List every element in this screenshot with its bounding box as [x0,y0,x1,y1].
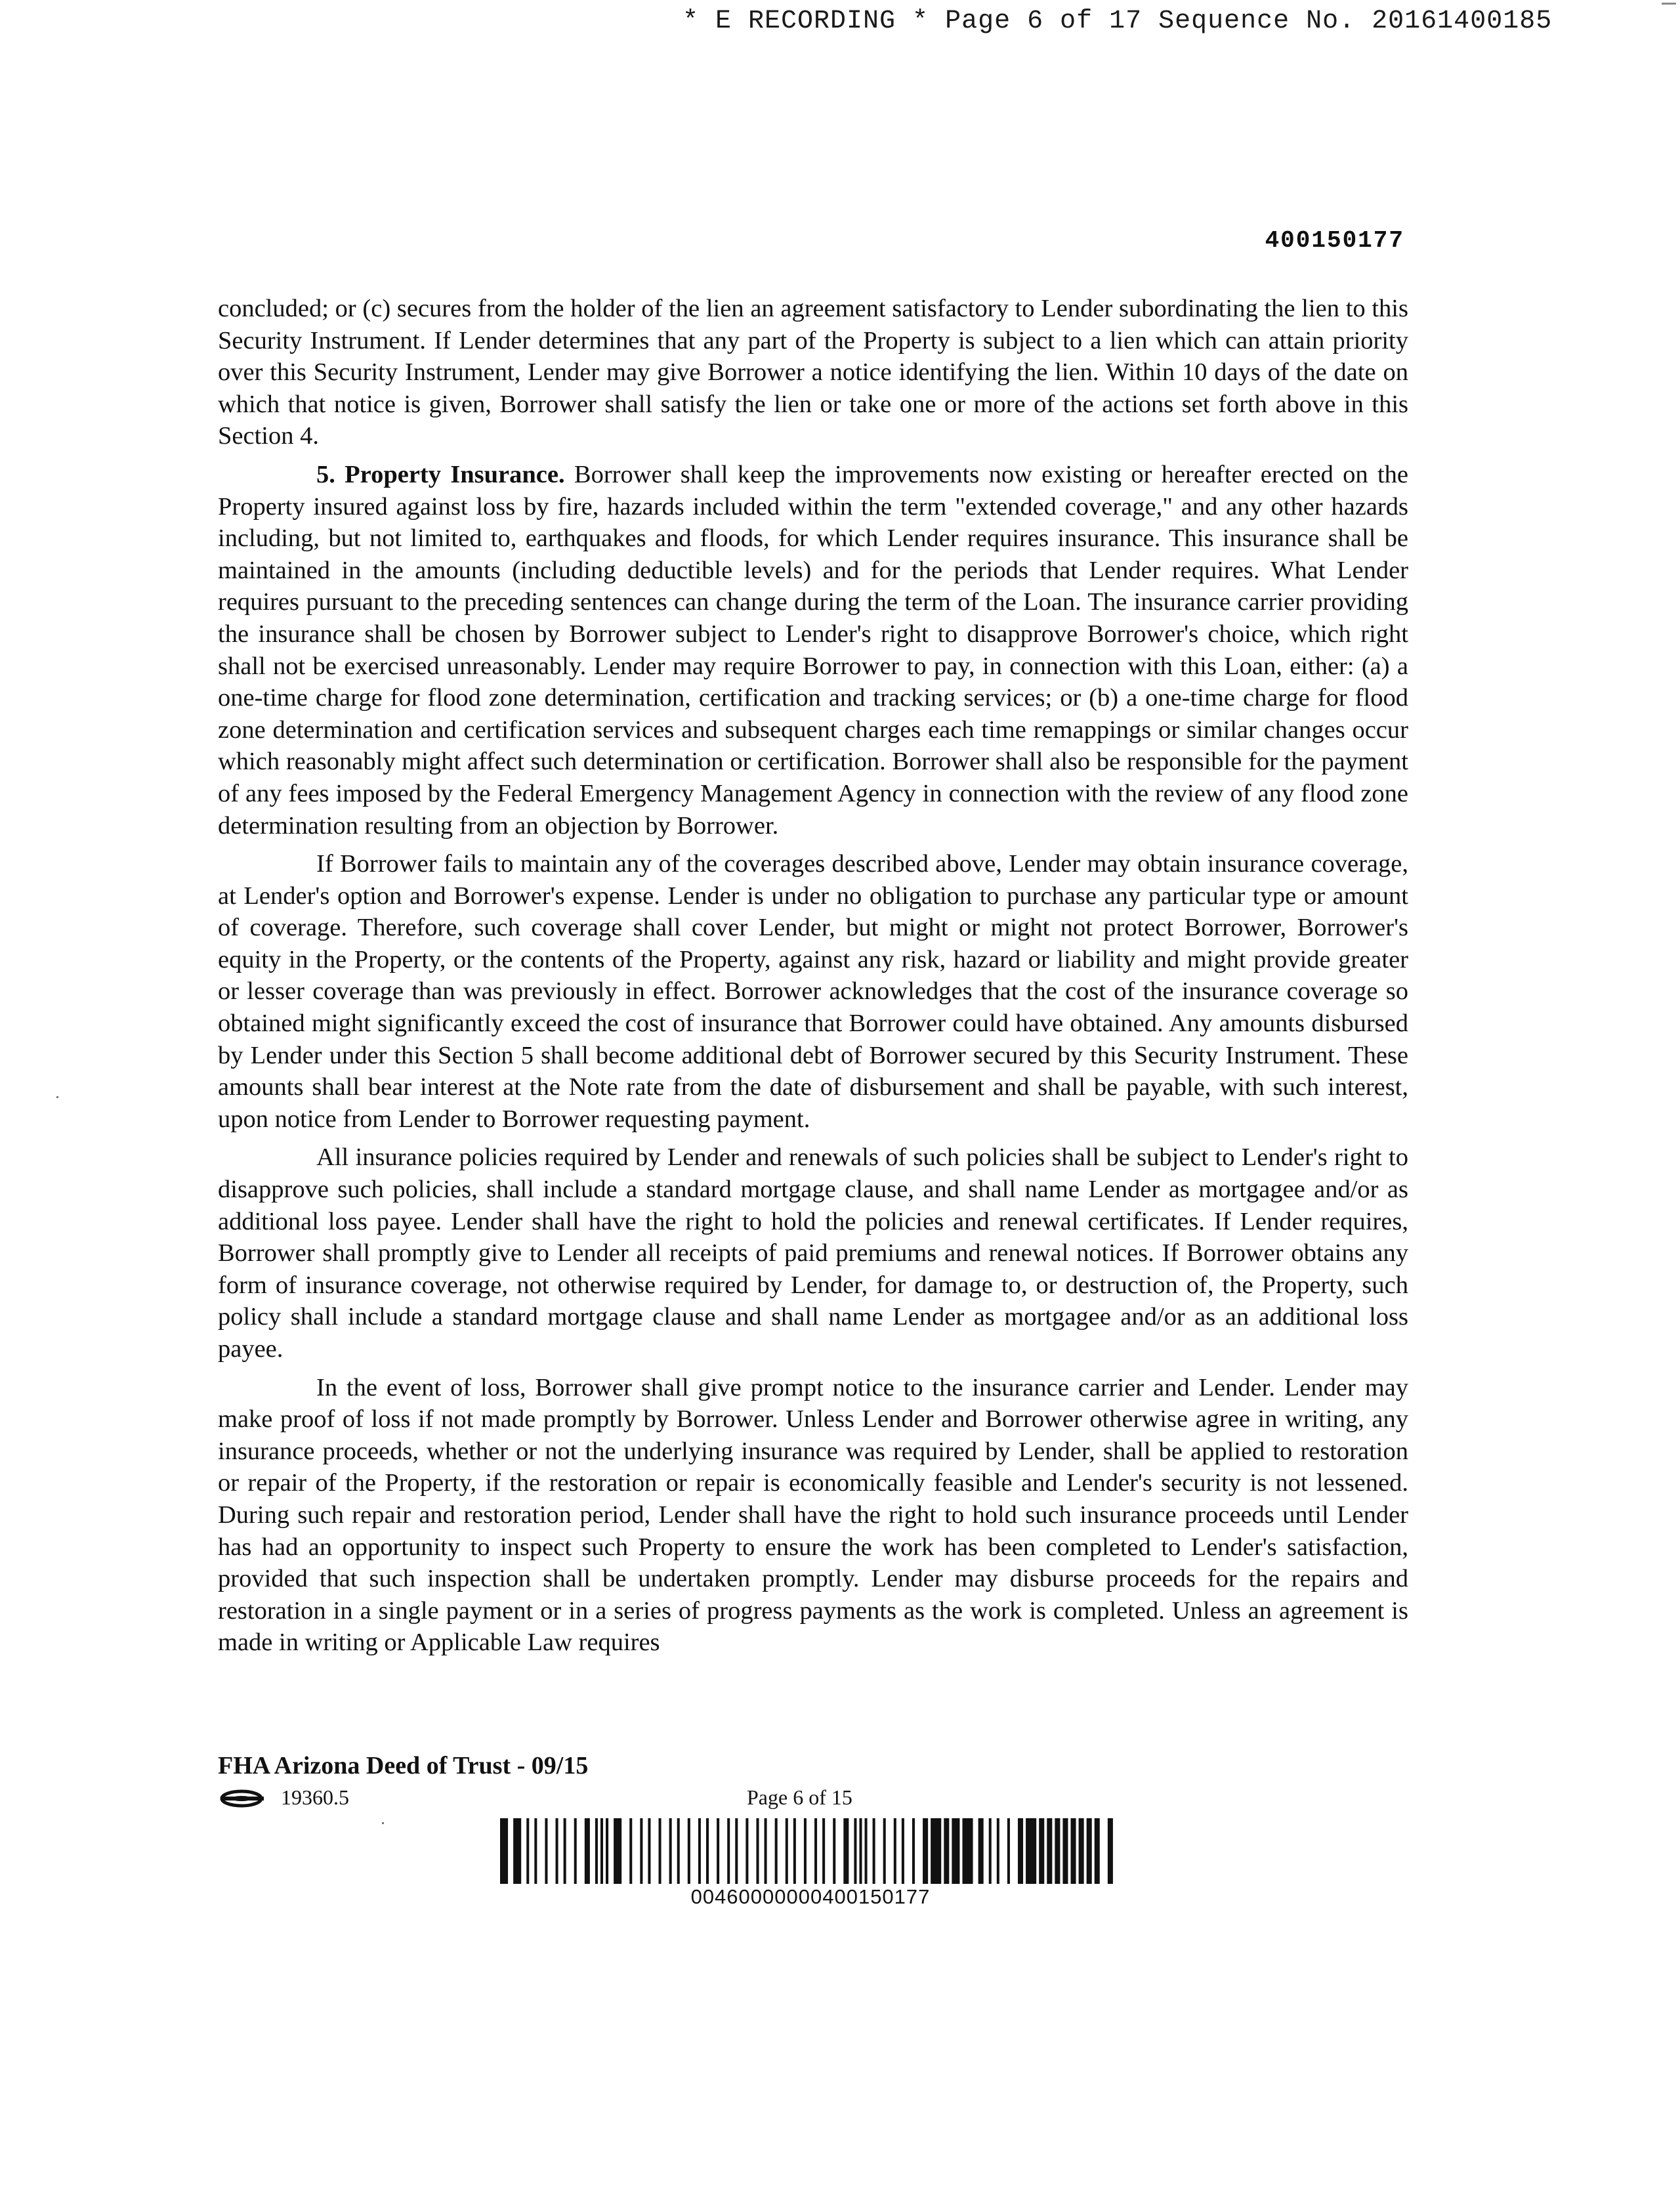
barcode-bar [1095,1818,1100,1884]
barcode-bar [1062,1818,1068,1884]
barcode-bar [786,1818,788,1884]
barcode-bar [526,1818,529,1884]
barcode-number: 00460000000400150177 [690,1885,931,1908]
barcode-bar [727,1818,730,1884]
barcode-bar [1007,1818,1010,1884]
barcode-bar [822,1818,825,1884]
barcode-bar [873,1818,875,1884]
section-heading: 5. Property Insurance. [316,460,565,488]
barcode-bar [648,1818,650,1884]
barcode-bar [1018,1818,1023,1884]
barcode-block [500,1818,1121,1909]
barcode-bar [978,1818,984,1884]
barcode-bar [606,1818,608,1884]
stray-mark [382,1822,384,1824]
barcode-bar [1071,1818,1076,1884]
barcode-bar [944,1818,949,1884]
recording-stamp: * E RECORDING * Page 6 of 17 Sequence No. 20161400185 [682,7,1553,36]
barcode-bar [1026,1818,1036,1884]
barcode-bar [614,1818,621,1884]
barcode-bar [931,1818,941,1884]
barcode-bar [717,1818,719,1884]
barcode-bar [1108,1818,1113,1884]
barcode-bar [585,1818,590,1884]
barcode-bar [513,1818,521,1884]
paragraph: If Borrower fails to maintain any of the coverages described above, Lender may obtain insurance coverage, at Lender's option and Borrower's expense. Lender is under no obligation to purchase any particular type or amount of coverage. Therefore, such coverage shall cover Lender, but might or might not protect Borrower, Borrower's equity in the Property, or the contents of the Property, against any risk, hazard or liability and might provide greater or lesser coverage than was previously in effect. Borrower acknowledges that the cost of the insurance coverage so obtained might significantly exceed the cost of insurance that Borrower could have obtained. Any amounts disbursed by Lender under this Section 5 shall become additional debt of Borrower secured by this Security Instrument. These amounts shall bear interest at the Note rate from the date of disbursement and shall be payable, with such interest, upon notice from Lender to Borrower requesting payment. [218,850,1408,1133]
document-number: 400150177 [1265,227,1404,254]
barcode-bar [534,1818,537,1884]
barcode-bar [1079,1818,1084,1884]
paragraph: In the event of loss, Borrower shall give prompt notice to the insurance carrier and Lender. Lender may make proof of loss if not made promptly by Borrower. Unless Lender and Borrower otherwise agree in writing, any insurance proceeds, whether or not the underlying insurance was required by Lender, shall be applied to restoration or repair of the Property, if the restoration or repair is economically feasible and Lender's security is not lessened. During such repair and restoration period, Lender shall have the right to hold such insurance proceeds until Lender has had an opportunity to inspect such Property to ensure the work has been completed to Lender's satisfaction, provided that such inspection shall be undertaken promptly. Lender may disburse proceeds for the repairs and restoration in a single payment or in a series of progress payments as the work is completed. Unless an agreement is made in writing or Applicable Law requires [218,1373,1408,1657]
form-info-row [218,1785,940,1818]
paragraph-text: Borrower shall keep the improvements now existing or hereafter erected on the Property insured against loss by fire, hazards included within the term "extended coverage," and any other hazards including, but not limited to, earthquakes and floods, for which Lender requires insurance. This insurance shall be maintained in the amounts (including deductible levels) and for the periods that Lender requires. What Lender requires pursuant to the preceding sentences can change during the term of the Loan. The insurance carrier providing the insurance shall be chosen by Borrower subject to Lender's right to disapprove Borrower's choice, which right shall not be exercised unreasonably. Lender may require Borrower to pay, in connection with this Loan, either: (a) a one-time charge for flood zone determination, certification and tracking services; or (b) a one-time charge for flood zone determination and certification services and subsequent charges each time remappings or similar changes occur which reasonably might affect such determination or certification. Borrower shall also be responsible for the payment of any fees imposed by the Federal Emergency Management Agency in connection with the review of any flood zone determination resulting from an objection by Borrower. [218,460,1408,840]
barcode-bar [556,1818,558,1884]
barcode-bar [952,1818,959,1884]
barcode-bar [669,1818,672,1884]
barcode-bar [865,1818,868,1884]
barcode-bar [997,1818,999,1884]
barcode-bar [814,1818,817,1884]
barcode-bar [735,1818,738,1884]
barcode-bar [698,1818,701,1884]
barcode-bar [989,1818,992,1884]
barcode-bar [595,1818,598,1884]
form-vendor-logo-icon [218,1789,270,1808]
barcode-bar [859,1818,862,1884]
paragraph-section-5 [218,459,1408,842]
stray-mark [56,1096,58,1098]
barcode-bar [775,1818,778,1884]
barcode-bar [854,1818,856,1884]
barcode-bar [1047,1818,1052,1884]
barcode-bar [923,1818,928,1884]
barcode-bar [640,1818,642,1884]
barcode-bar [894,1818,896,1884]
barcode-bar [833,1818,835,1884]
barcode-bar [564,1818,566,1884]
barcode-bar [500,1818,508,1884]
corner-mark [1662,3,1676,5]
barcode [500,1818,1121,1884]
document-body [218,293,1408,1665]
barcode-bar [677,1818,680,1884]
form-number: 19360.5 [281,1785,349,1809]
barcode-bar [1087,1818,1092,1884]
barcode-bar [746,1818,748,1884]
barcode-bar [902,1818,904,1884]
barcode-bar [629,1818,632,1884]
barcode-bar [962,1818,973,1884]
barcode-bar [1055,1818,1060,1884]
barcode-bar [804,1818,807,1884]
paragraph-continued: concluded; or (c) secures from the holder of the lien an agreement satisfactory to Lender subordinating the lien to this Security Instrument. If Lender determines that any part of the Property is subject to a lien which can attain priority over this Security Instrument, Lender may give Borrower a notice identifying the lien. Within 10 days of the date on which that notice is given, Borrower shall satisfy the lien or take one or more of the actions set forth above in this Section 4. [218,295,1408,450]
barcode-bar [793,1818,796,1884]
barcode-bar [688,1818,690,1884]
barcode-bar [765,1818,767,1884]
barcode-bar [843,1818,849,1884]
barcode-bar [883,1818,886,1884]
barcode-bar [659,1818,662,1884]
page-indicator: Page 6 of 15 [747,1785,852,1809]
barcode-bar [574,1818,577,1884]
form-title: FHA Arizona Deed of Trust - 09/15 [218,1752,589,1779]
barcode-bar [1039,1818,1044,1884]
barcode-bar [600,1818,603,1884]
barcode-bar [706,1818,709,1884]
barcode-bar [912,1818,915,1884]
paragraph: All insurance policies required by Lender and renewals of such policies shall be subject to Lender's right to disapprove such policies, shall include a standard mortgage clause, and shall name Lender as mortgagee and/or as additional loss payee. Lender shall have the right to hold the policies and renewal certificates. If Lender requires, Borrower shall promptly give to Lender all receipts of paid premiums and renewal notices. If Borrower obtains any form of insurance coverage, not otherwise required by Lender, for damage to, or destruction of, the Property, such policy shall include a standard mortgage clause and shall name Lender as mortgagee and/or as an additional loss payee. [218,1143,1408,1363]
barcode-bar [756,1818,759,1884]
barcode-bar [545,1818,547,1884]
